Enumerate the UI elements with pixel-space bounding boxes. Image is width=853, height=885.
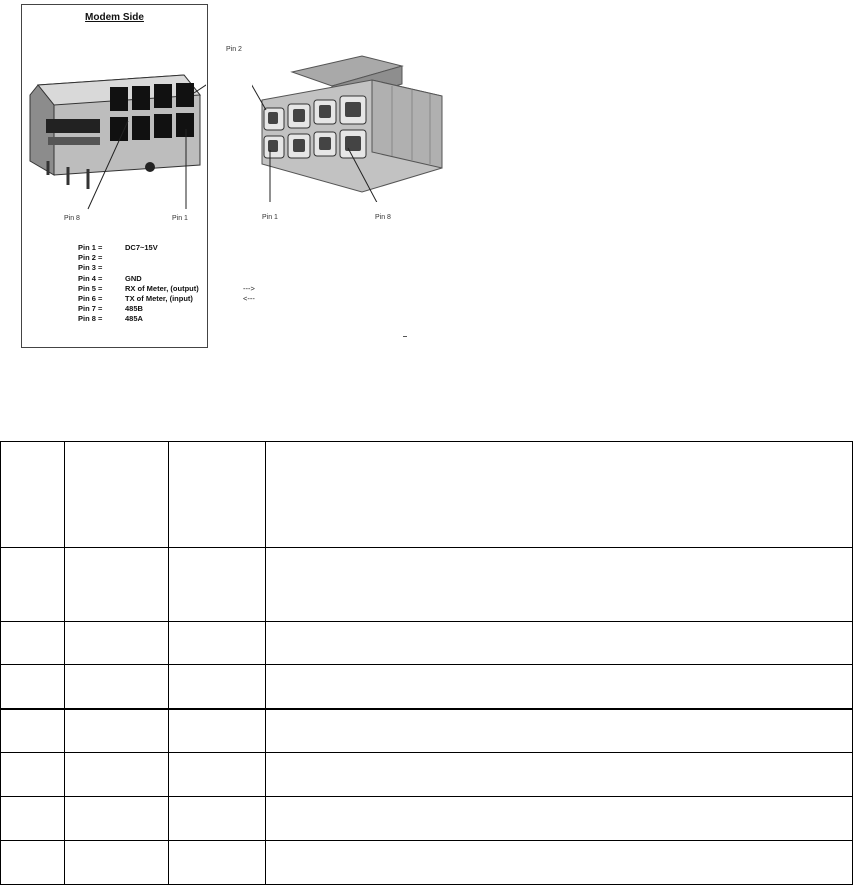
- figure-title: Modem Side: [85, 12, 144, 23]
- stray-mark: [403, 336, 407, 337]
- modem-side-figure: Modem Side Pin 8 Pin 1 Pin 1 = DC7~15V Pin 2 = Pin 3 = Pin 4 = GND Pin 5 = RX of Meter, (output) ---> Pin 6 = TX of Meter, (input) <--- Pin 7 = 485B Pin 8 = 485A: [21, 4, 208, 348]
- left-pin1-label: Pin 1: [172, 215, 188, 222]
- cable-connector-image: [252, 52, 447, 202]
- pin-table: [0, 441, 853, 885]
- modem-connector-image: [24, 57, 206, 222]
- right-pin1-label: Pin 1: [262, 214, 278, 221]
- right-pin8-label: Pin 8: [375, 214, 391, 221]
- left-pin8-label: Pin 8: [64, 215, 80, 222]
- right-pin2-label: Pin 2: [226, 46, 242, 53]
